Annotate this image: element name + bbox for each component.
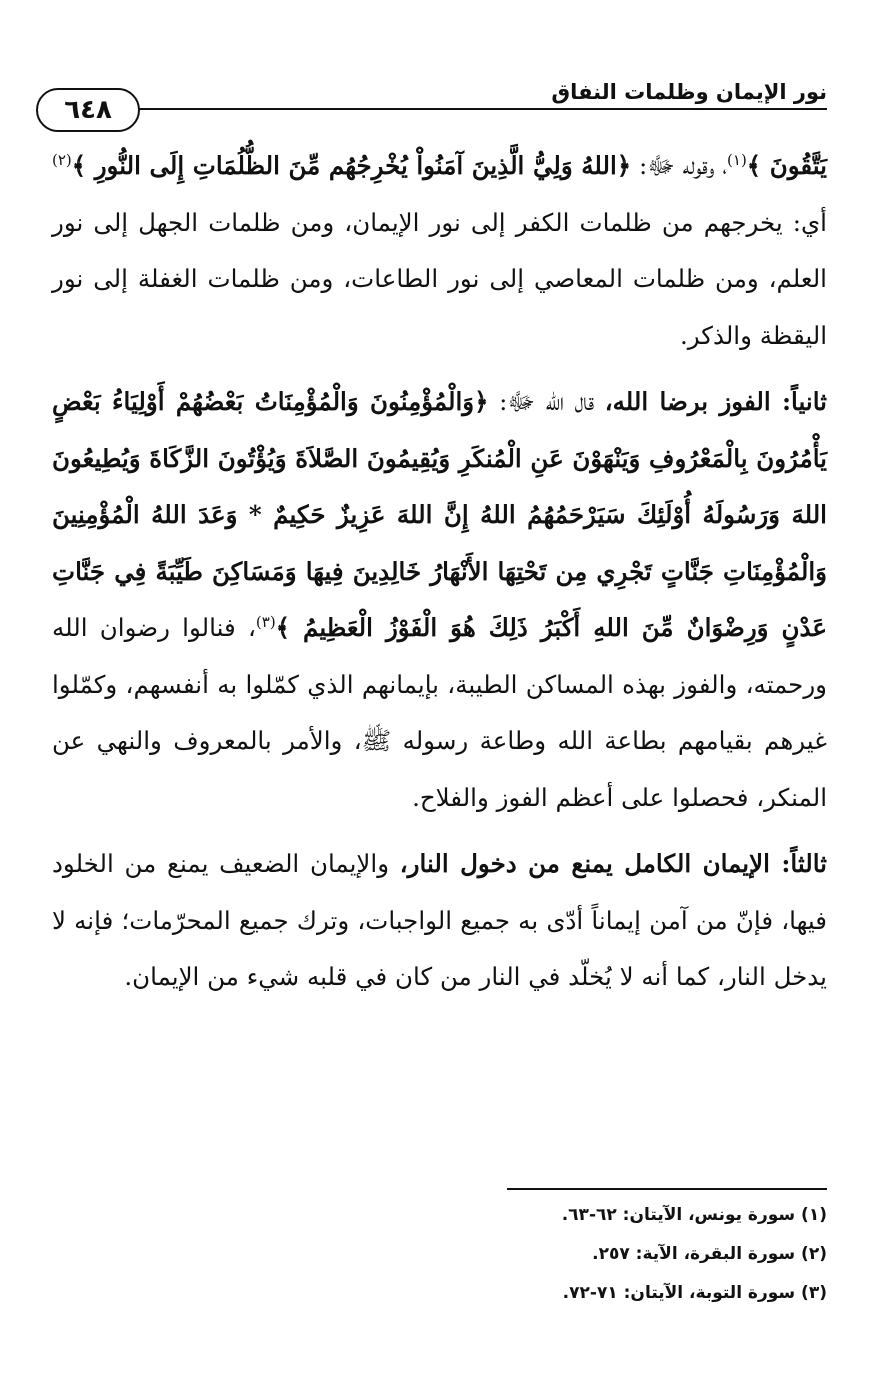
paragraph-text: أي: يخرجهم من ظلمات الكفر إلى نور الإيمان، ومن ظلمات الجهل إلى نور العلم، ومن ظلمات المعاصي إلى نور الطاعات، ومن ظلمات الغفلة إلى نور اليقظة والذكر.	[52, 207, 827, 350]
paragraph-3	[52, 836, 827, 1006]
paragraph-text: قال الله ﷻ:	[488, 387, 605, 416]
footnotes	[300, 1196, 827, 1313]
page-number: ٦٤٨	[36, 88, 140, 132]
header-rule	[136, 108, 827, 110]
footnote-ref-2[interactable]: (٢)	[52, 150, 72, 169]
footnote-2: (٢) سورة البقرة، الآية: ٢٥٧.	[592, 1244, 827, 1264]
section-lead: ثانياً: الفوز برضا الله،	[604, 387, 827, 416]
footnote-ref-3[interactable]: (٣)	[255, 612, 276, 631]
section-lead: ثالثاً: الإيمان الكامل يمنع من دخول النار،	[399, 849, 827, 878]
quran-verse: ﴿وَالْمُؤْمِنُونَ وَالْمُؤْمِنَاتُ بَعْضُهُمْ أَوْلِيَاءُ بَعْضٍ يَأْمُرُونَ بِالْمَعْرُوفِ وَيَنْهَوْنَ عَنِ الْمُنكَرِ وَيُقِيمُونَ الصَّلاَةَ وَيُؤْتُونَ الزَّكَاةَ وَيُطِيعُونَ اللهَ وَرَسُولَهُ أُوْلَئِكَ سَيَرْحَمُهُمُ اللهُ إِنَّ اللهَ عَزِيزٌ حَكِيمٌ * وَعَدَ اللهُ الْمُؤْمِنِينَ وَالْمُؤْمِنَاتِ جَنَّاتٍ تَجْرِي مِن تَحْتِهَا الأَنْهَارُ خَالِدِينَ فِيهَا وَمَسَاكِنَ طَيِّبَةً فِي جَنَّاتِ عَدْنٍ وَرِضْوَانٌ مِّنَ اللهِ أَكْبَرُ ذَلِكَ هُوَ الْفَوْزُ الْعَظِيمُ ﴾	[52, 387, 827, 642]
page-header	[36, 72, 827, 132]
footnote-ref-1[interactable]: (١)	[727, 150, 747, 169]
footnote-rule	[507, 1188, 827, 1190]
body-text	[52, 138, 827, 1006]
paragraph-2	[52, 374, 827, 826]
paragraph-text: ، وقوله ﷻ:	[631, 151, 728, 180]
footnote-1: (١) سورة يونس، الآيتان: ٦٢-٦٣.	[561, 1205, 827, 1225]
verse-ending: يَتَّقُونَ ﴾	[746, 151, 827, 180]
footnote-3: (٣) سورة التوبة، الآيتان: ٧١-٧٢.	[562, 1283, 827, 1303]
running-title: نور الإيمان وظلمات النفاق	[551, 80, 827, 104]
paragraph-text: والإيمان الضعيف يمنع من الخلود فيها، فإنّ من آمن إيماناً أدّى به جميع الواجبات، وترك جميع المحرّمات؛ فإنه لا يدخل النار، كما أنه لا يُخلّد في النار من كان في قلبه شيء من الإيمان.	[52, 849, 827, 991]
quran-verse: ﴿اللهُ وَلِيُّ الَّذِينَ آمَنُواْ يُخْرِجُهُم مِّنَ الظُّلُمَاتِ إِلَى النُّورِ ﴾	[71, 151, 632, 180]
paragraph-1	[52, 138, 827, 364]
paragraph-text: ، فنالوا رضوان الله ورحمته، والفوز بهذه المساكن الطيبة، بإيمانهم الذي كمّلوا به أنفسهم، وكمّلوا غيرهم بقيامهم بطاعة الله وطاعة رسوله ﷺ، والأمر بالمعروف والنهي عن المنكر، فحصلوا على أعظم الفوز والفلاح.	[52, 613, 827, 812]
